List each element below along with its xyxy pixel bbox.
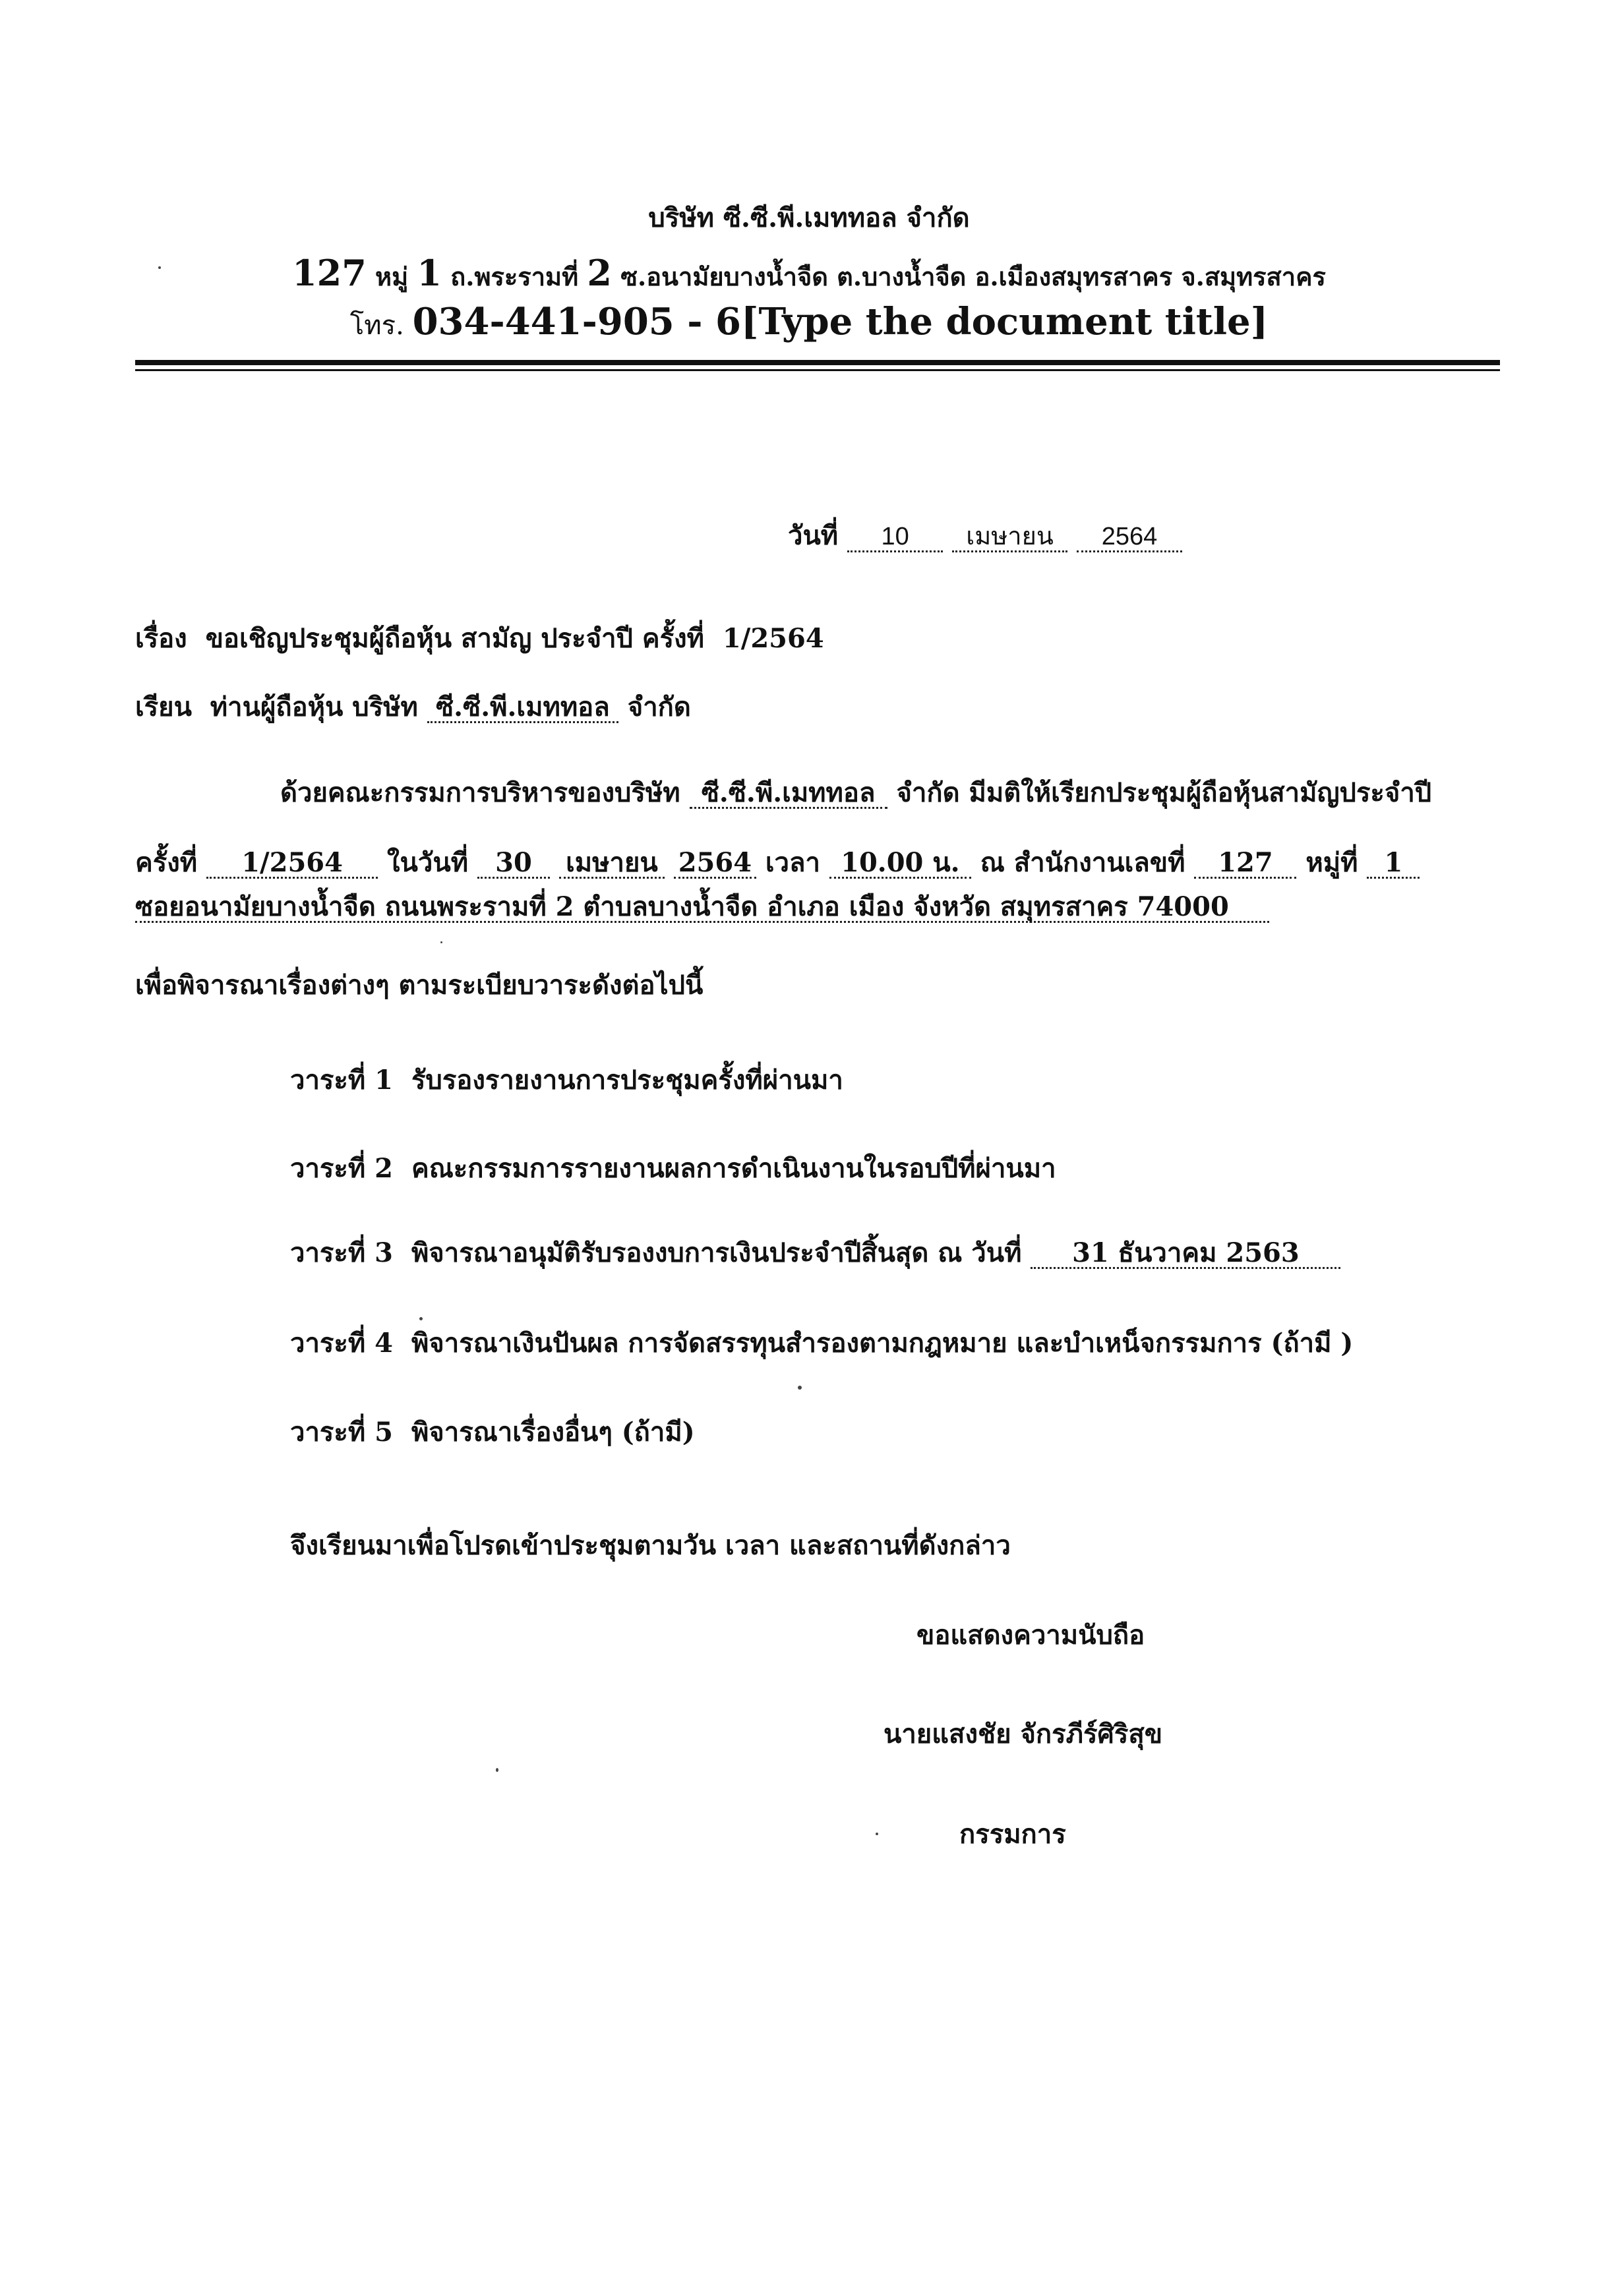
header-rule-thick — [135, 360, 1500, 365]
meeting-date-label: ในวันที่ — [387, 847, 469, 878]
meeting-address: ซอยอนามัยบางน้ำจืด ถนนพระรามที่ 2 ตำบลบางน้ำจืด อำเภอ เมือง จังหวัด สมุทรสาคร 74000 — [135, 893, 1269, 923]
meeting-time-label: เวลา — [765, 847, 820, 878]
phone-label: โทร. — [349, 310, 404, 341]
meeting-month: เมษายน — [559, 849, 665, 879]
body-resolution: จำกัด มีมติให้เรียกประชุมผู้ถือหุ้นสามัญประจำปี — [896, 777, 1432, 808]
closing-sentence: จึงเรียนมาเพื่อโปรดเข้าประชุมตามวัน เวลา และสถานที่ดังกล่าว — [290, 1530, 1011, 1561]
letter-recipient — [135, 686, 691, 728]
meeting-times: 1/2564 — [206, 849, 378, 879]
agenda-number: วาระที่ 4 — [290, 1328, 394, 1359]
subject-label: เรื่อง — [135, 623, 187, 654]
agenda-number: วาระที่ 1 — [290, 1065, 394, 1096]
agenda-item-1 — [290, 1059, 843, 1101]
scan-speck — [876, 1833, 878, 1835]
recipient-text: ท่านผู้ถือหุ้น บริษัท — [210, 692, 418, 722]
phone-number: 034-441-905 - 6[Type the document title] — [412, 300, 1269, 343]
agenda-text: คณะกรรมการรายงานผลการดำเนินงานในรอบปีที่ผ่านมา — [411, 1153, 1056, 1184]
agenda-item-2 — [290, 1147, 1056, 1189]
meeting-year: 2564 — [674, 849, 756, 879]
body-line-1 — [280, 771, 1431, 813]
agenda-text: พิจารณาอนุมัติรับรองงบการเงินประจำปีสิ้นสุด ณ วันที่ — [411, 1237, 1022, 1268]
body-company: ซี.ซี.พี.เมททอล — [690, 779, 887, 809]
scan-speck — [158, 266, 161, 269]
agenda-text: พิจารณาเงินปันผล การจัดสรรทุนสำรองตามกฎหมาย และบำเหน็จกรรมการ (ถ้ามี ) — [411, 1328, 1354, 1359]
date-year: 2564 — [1077, 524, 1182, 552]
scan-speck — [798, 1386, 802, 1390]
meeting-times-label: ครั้งที่ — [135, 847, 198, 878]
meeting-time: 10.00 น. — [829, 849, 971, 879]
recipient-suffix: จำกัด — [627, 692, 691, 722]
address-moo-number: 1 — [417, 252, 442, 294]
agenda-text: รับรองรายงานการประชุมครั้งที่ผ่านมา — [411, 1065, 843, 1096]
meeting-office-number: 127 — [1194, 849, 1296, 879]
agenda-item-5 — [290, 1411, 695, 1453]
meeting-office-label: ณ สำนักงานเลขที่ — [980, 847, 1185, 878]
header-rule-thin — [135, 369, 1500, 371]
company-address — [0, 252, 1618, 297]
body-line-2 — [135, 841, 1420, 883]
recipient-label: เรียน — [135, 692, 192, 722]
address-road-label: ถ.พระรามที่ — [450, 262, 579, 291]
address-rest: ซ.อนามัยบางน้ำจืด ต.บางน้ำจืด อ.เมืองสมุทรสาคร จ.สมุทรสาคร — [620, 262, 1326, 291]
agenda-number: วาระที่ 2 — [290, 1153, 394, 1184]
address-moo-label: หมู่ — [375, 262, 409, 291]
address-number: 127 — [292, 252, 367, 294]
company-name: บริษัท ซี.ซี.พี.เมททอล จำกัด — [648, 202, 970, 233]
date-day: 10 — [847, 524, 943, 552]
agenda-item-3 — [290, 1231, 1340, 1274]
meeting-day: 30 — [477, 849, 550, 879]
agenda-item-4 — [290, 1322, 1353, 1364]
date-month: เมษายน — [952, 524, 1067, 552]
signature-name: นายแสงชัย จักรภีร์ศิริสุข — [884, 1719, 1163, 1750]
agenda-intro: เพื่อพิจารณาเรื่องต่างๆ ตามระเบียบวาระดังต่อไปนี้ — [135, 970, 704, 1001]
subject-number: 1/2564 — [722, 623, 824, 654]
scan-speck — [419, 1317, 423, 1320]
scan-speck — [496, 1768, 498, 1772]
signature-regards: ขอแสดงความนับถือ — [916, 1620, 1145, 1651]
body-intro: ด้วยคณะกรรมการบริหารของบริษัท — [280, 777, 680, 808]
signature-position: กรรมการ — [959, 1819, 1066, 1850]
agenda-number: วาระที่ 5 — [290, 1417, 394, 1448]
address-road-number: 2 — [587, 252, 612, 294]
date-label: วันที่ — [788, 520, 839, 551]
letter-date — [788, 514, 1182, 556]
recipient-company: ซี.ซี.พี.เมททอล — [427, 693, 618, 723]
agenda-number: วาระที่ 3 — [290, 1237, 394, 1268]
company-phone — [0, 300, 1618, 346]
meeting-moo: 1 — [1367, 849, 1420, 879]
agenda-period-end: 31 ธันวาคม 2563 — [1031, 1239, 1340, 1269]
body-line-3 — [135, 891, 1269, 923]
subject-text: ขอเชิญประชุมผู้ถือหุ้น สามัญ ประจำปี ครั้งที่ — [205, 623, 705, 654]
scan-speck — [440, 941, 442, 943]
letter-subject — [135, 617, 824, 659]
agenda-text: พิจารณาเรื่องอื่นๆ (ถ้ามี) — [411, 1417, 695, 1448]
meeting-moo-label: หมู่ที่ — [1305, 847, 1358, 878]
